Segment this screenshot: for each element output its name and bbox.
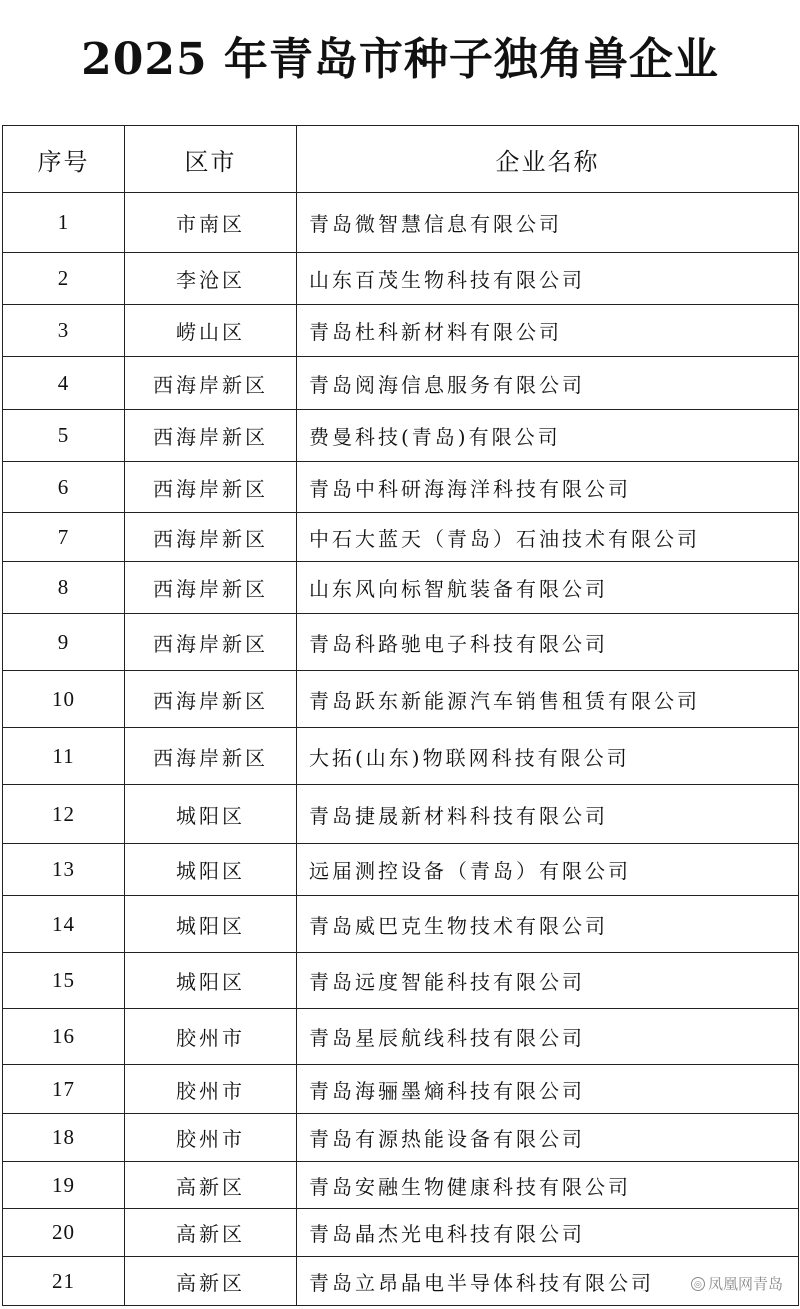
row-district: 西海岸新区 [125,562,297,614]
row-district: 市南区 [125,193,297,253]
row-company-name: 青岛中科研海海洋科技有限公司 [297,462,799,513]
row-district: 崂山区 [125,305,297,357]
row-company-name: 费曼科技(青岛)有限公司 [297,410,799,462]
row-index: 20 [3,1209,125,1257]
table-row [3,462,799,513]
table-row [3,562,799,614]
row-index: 15 [3,953,125,1009]
table-row [3,844,799,896]
row-company-name: 青岛海骊墨熵科技有限公司 [297,1065,799,1114]
row-district: 城阳区 [125,785,297,844]
table-row [3,896,799,953]
table-row [3,253,799,305]
row-district: 西海岸新区 [125,728,297,785]
watermark-text: 凤凰网青岛 [707,1275,783,1293]
row-company-name: 远届测控设备（青岛）有限公司 [297,844,799,896]
row-district: 西海岸新区 [125,357,297,410]
row-index: 1 [3,193,125,253]
row-company-name: 青岛跃东新能源汽车销售租赁有限公司 [297,671,799,728]
row-index: 18 [3,1114,125,1162]
watermark [688,1272,786,1295]
row-index: 10 [3,671,125,728]
row-company-name: 青岛远度智能科技有限公司 [297,953,799,1009]
row-district: 高新区 [125,1162,297,1209]
row-index: 8 [3,562,125,614]
row-company-name: 中石大蓝天（青岛）石油技术有限公司 [297,513,799,562]
row-district: 西海岸新区 [125,614,297,671]
row-index: 6 [3,462,125,513]
row-index: 7 [3,513,125,562]
row-index: 14 [3,896,125,953]
row-index: 21 [3,1257,125,1306]
table-row [3,1209,799,1257]
document-title: 2025 年青岛市种子独角兽企业 [81,34,719,85]
row-district: 西海岸新区 [125,513,297,562]
row-district: 高新区 [125,1257,297,1306]
row-index: 9 [3,614,125,671]
phoenix-logo-icon: ◎ [691,1277,705,1291]
table-row [3,1009,799,1065]
header-index: 序号 [3,126,125,193]
row-company-name: 青岛有源热能设备有限公司 [297,1114,799,1162]
row-district: 城阳区 [125,844,297,896]
row-company-name: 大拓(山东)物联网科技有限公司 [297,728,799,785]
enterprise-table [2,125,799,1306]
row-company-name: 青岛捷晟新材料科技有限公司 [297,785,799,844]
row-index: 12 [3,785,125,844]
row-district: 西海岸新区 [125,671,297,728]
row-district: 西海岸新区 [125,410,297,462]
row-district: 胶州市 [125,1114,297,1162]
table-row [3,410,799,462]
row-company-name: 青岛安融生物健康科技有限公司 [297,1162,799,1209]
table-row [3,785,799,844]
row-index: 5 [3,410,125,462]
row-district: 西海岸新区 [125,462,297,513]
row-index: 3 [3,305,125,357]
row-company-name: 青岛阅海信息服务有限公司 [297,357,799,410]
table-row [3,953,799,1009]
table-row [3,1257,799,1306]
row-district: 高新区 [125,1209,297,1257]
row-district: 胶州市 [125,1065,297,1114]
table-row [3,513,799,562]
row-index: 2 [3,253,125,305]
row-company-name: 青岛科路驰电子科技有限公司 [297,614,799,671]
row-index: 19 [3,1162,125,1209]
table-row [3,728,799,785]
table-row [3,305,799,357]
row-index: 17 [3,1065,125,1114]
row-index: 11 [3,728,125,785]
row-company-name: 青岛威巴克生物技术有限公司 [297,896,799,953]
row-company-name: 青岛星辰航线科技有限公司 [297,1009,799,1065]
table-body [3,193,799,1306]
row-district: 城阳区 [125,896,297,953]
row-company-name: 山东百茂生物科技有限公司 [297,253,799,305]
table-row [3,1114,799,1162]
table-row [3,671,799,728]
row-district: 胶州市 [125,1009,297,1065]
row-company-name: 山东风向标智航装备有限公司 [297,562,799,614]
header-district: 区市 [125,126,297,193]
table-row [3,357,799,410]
row-company-name: 青岛微智慧信息有限公司 [297,193,799,253]
row-district: 李沧区 [125,253,297,305]
row-index: 16 [3,1009,125,1065]
table-row [3,1065,799,1114]
row-company-name: 青岛立昂晶电半导体科技有限公司 [297,1257,799,1306]
row-index: 4 [3,357,125,410]
row-district: 城阳区 [125,953,297,1009]
table-header-row [3,126,799,193]
table-row [3,193,799,253]
table-row [3,1162,799,1209]
row-company-name: 青岛晶杰光电科技有限公司 [297,1209,799,1257]
row-index: 13 [3,844,125,896]
row-company-name: 青岛杜科新材料有限公司 [297,305,799,357]
header-company-name: 企业名称 [297,126,799,193]
table-row [3,614,799,671]
